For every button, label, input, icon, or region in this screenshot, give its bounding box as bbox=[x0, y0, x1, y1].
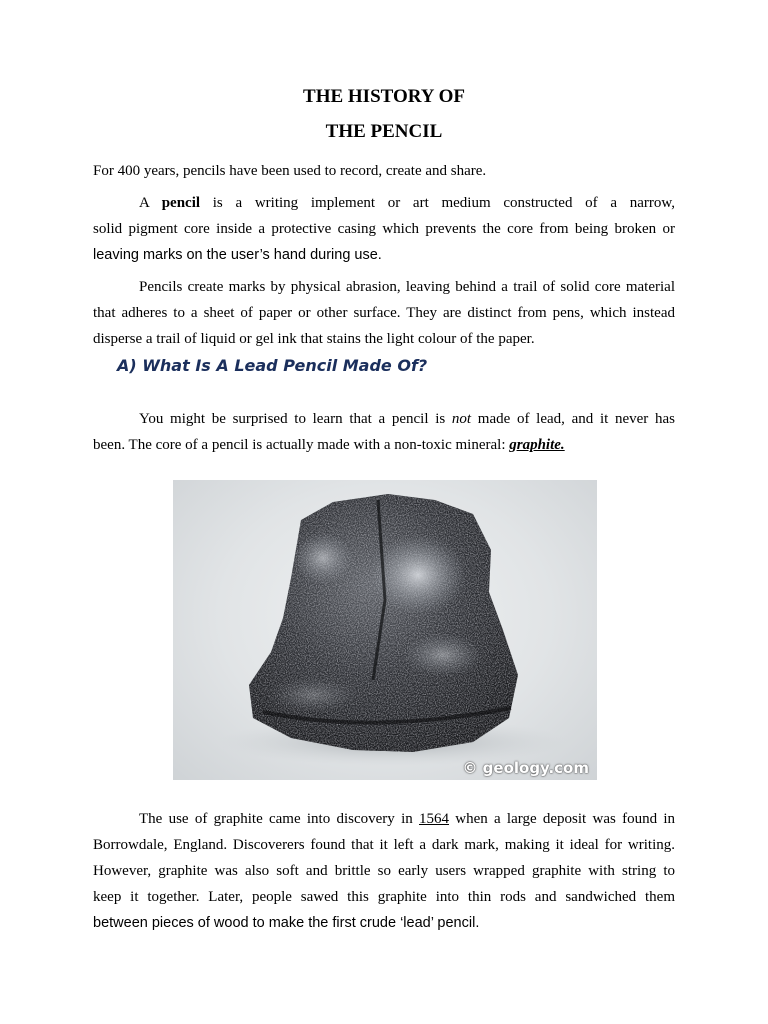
discovery-line-2: Borrowdale, England. Discoverers found that it left a dark mark, making it ideal for writing. bbox=[93, 837, 675, 853]
not-emphasis: not bbox=[451, 411, 472, 427]
section-heading-text: A) What Is A Lead Pencil Made Of bbox=[117, 356, 418, 375]
lead-para-line-1-b: made of lead, and it never has bbox=[471, 411, 675, 427]
discovery-line-4: keep it together. Later, people sawed this graphite into thin rods and sandwiched them bbox=[93, 889, 675, 905]
pencil-term: pencil bbox=[161, 195, 201, 211]
document-title-line-2: THE PENCIL bbox=[325, 121, 443, 142]
discovery-line-1-b: when a large deposit was found in bbox=[449, 811, 675, 827]
section-heading-mark: ? bbox=[417, 356, 428, 375]
definition-line-3: leaving marks on the user’s hand during use. bbox=[93, 247, 382, 263]
definition-lead: A bbox=[139, 195, 162, 211]
graphite-link[interactable]: graphite. bbox=[509, 437, 565, 453]
abrasion-line-1: Pencils create marks by physical abrasion, leaving behind a trail of solid core material bbox=[139, 279, 675, 295]
definition-line-1 bbox=[93, 190, 675, 216]
discovery-line-5: between pieces of wood to make the first crude ‘lead’ pencil. bbox=[93, 915, 480, 931]
graphite-photo bbox=[173, 480, 597, 780]
lead-para-line-1-a: You might be surprised to learn that a pencil is bbox=[139, 411, 452, 427]
definition-line-1-rest: is a writing implement or art medium constructed of a narrow, bbox=[200, 195, 675, 211]
discovery-line-1 bbox=[93, 806, 675, 832]
section-heading bbox=[117, 356, 427, 375]
lead-para-line-1 bbox=[93, 406, 675, 432]
year-1564-link[interactable]: 1564 bbox=[419, 811, 449, 827]
lead-para-line-2 bbox=[93, 432, 675, 458]
discovery-line-3: However, graphite was also soft and brittle so early users wrapped graphite with string to bbox=[93, 863, 675, 879]
discovery-line-1-a: The use of graphite came into discovery in bbox=[139, 811, 419, 827]
lead-para-line-2-a: been. The core of a pencil is actually made with a non-toxic mineral: bbox=[93, 437, 510, 453]
abrasion-line-3: disperse a trail of liquid or gel ink that stains the light colour of the paper. bbox=[93, 331, 535, 347]
image-credit: © geology.com bbox=[462, 759, 589, 777]
document-title-line-1: THE HISTORY OF bbox=[303, 86, 465, 107]
intro-paragraph: For 400 years, pencils have been used to record, create and share. bbox=[93, 163, 487, 179]
abrasion-line-2: that adheres to a sheet of paper or other surface. They are distinct from pens, which instead bbox=[93, 305, 675, 321]
definition-line-2: solid pigment core inside a protective casing which prevents the core from being broken or bbox=[93, 221, 675, 237]
graphite-rock-illustration bbox=[173, 480, 597, 780]
